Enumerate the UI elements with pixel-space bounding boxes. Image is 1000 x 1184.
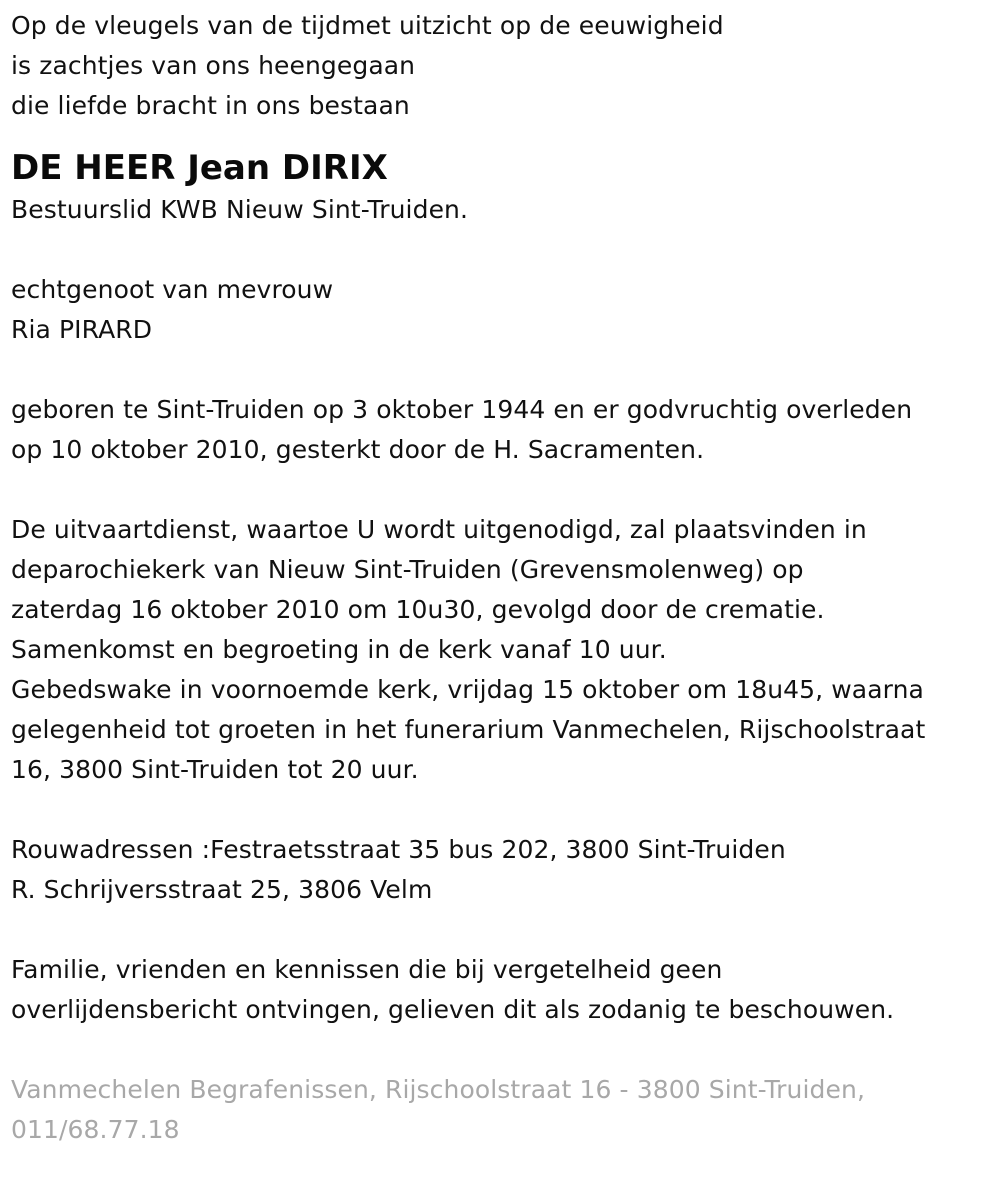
notice-line: Familie, vrienden en kennissen die bij vergetelheid geen xyxy=(11,955,723,984)
spouse-line: echtgenoot van mevrouw xyxy=(11,275,334,304)
funeral-line: Samenkomst en begroeting in de kerk vanaf 10 uur. xyxy=(11,635,667,664)
obituary-notice xyxy=(11,6,996,1150)
footer-phone: 011/68.77.18 xyxy=(11,1115,180,1144)
footer-line: Vanmechelen Begrafenissen, Rijschoolstraat 16 - 3800 Sint-Truiden, xyxy=(11,1075,865,1104)
birth-death-line: geboren te Sint-Truiden op 3 oktober 1944 en er godvruchtig overleden xyxy=(11,395,913,424)
spacer xyxy=(11,350,996,390)
notice-line: overlijdensbericht ontvingen, gelieven dit als zodanig te beschouwen. xyxy=(11,995,895,1024)
spacer xyxy=(11,470,996,510)
verse-block xyxy=(11,6,996,126)
funeral-line: 16, 3800 Sint-Truiden tot 20 uur. xyxy=(11,755,419,784)
funeral-home-footer xyxy=(11,1070,996,1150)
verse-line: Op de vleugels van de tijdmet uitzicht op de eeuwigheid xyxy=(11,11,724,40)
verse-line: is zachtjes van ons heengegaan xyxy=(11,51,416,80)
address-line: Rouwadressen :Festraetsstraat 35 bus 202, 3800 Sint-Truiden xyxy=(11,835,786,864)
deceased-name: DE HEER Jean DIRIX xyxy=(11,148,388,188)
funeral-line: zaterdag 16 oktober 2010 om 10u30, gevolgd door de crematie. xyxy=(11,595,825,624)
funeral-line: deparochiekerk van Nieuw Sint-Truiden (Grevensmolenweg) op xyxy=(11,555,804,584)
spouse-name: Ria PIRARD xyxy=(11,315,153,344)
birth-death-block xyxy=(11,390,996,470)
funeral-block xyxy=(11,510,996,790)
spouse-block xyxy=(11,270,996,350)
notice-block xyxy=(11,950,996,1030)
funeral-line: gelegenheid tot groeten in het funerarium Vanmechelen, Rijschoolstraat xyxy=(11,715,926,744)
funeral-line: De uitvaartdienst, waartoe U wordt uitgenodigd, zal plaatsvinden in xyxy=(11,515,867,544)
verse-line: die liefde bracht in ons bestaan xyxy=(11,91,410,120)
funeral-line: Gebedswake in voornoemde kerk, vrijdag 15 oktober om 18u45, waarna xyxy=(11,675,924,704)
deceased-role: Bestuurslid KWB Nieuw Sint-Truiden. xyxy=(11,195,469,224)
spacer xyxy=(11,1030,996,1070)
spacer xyxy=(11,910,996,950)
birth-death-line: op 10 oktober 2010, gesterkt door de H. Sacramenten. xyxy=(11,435,705,464)
spacer xyxy=(11,230,996,270)
address-line: R. Schrijversstraat 25, 3806 Velm xyxy=(11,875,433,904)
spacer xyxy=(11,790,996,830)
addresses-block xyxy=(11,830,996,910)
